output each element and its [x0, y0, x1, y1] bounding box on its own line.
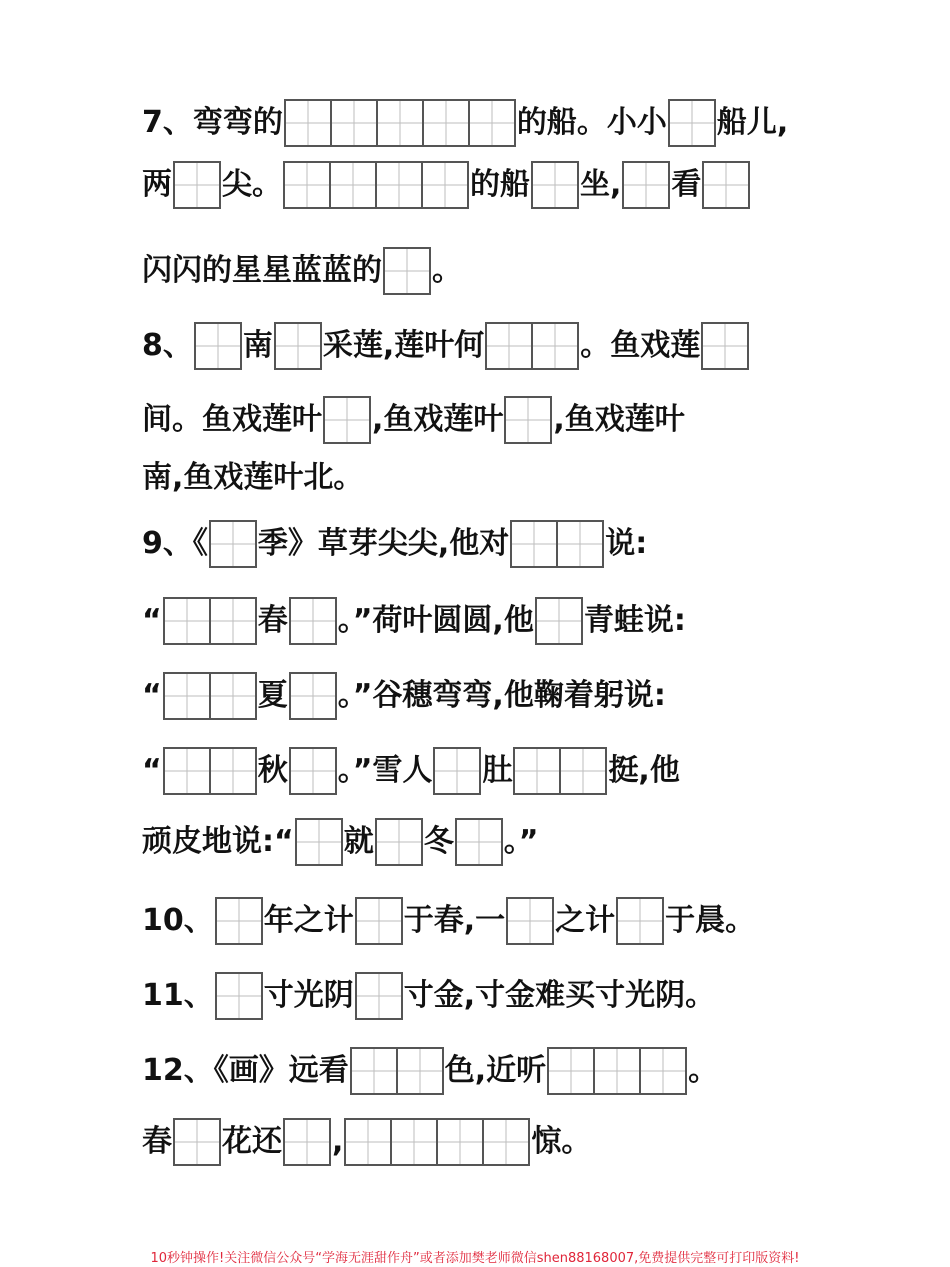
- answer-box-group[interactable]: [668, 99, 716, 147]
- line-text: 春: [142, 1124, 172, 1159]
- answer-box-group[interactable]: [209, 520, 257, 568]
- line-text: 肚: [482, 753, 513, 788]
- answer-box-group[interactable]: [702, 161, 750, 209]
- line-text: 寸金,寸金难买寸光阴。: [403, 978, 716, 1013]
- text-line: [142, 891, 755, 951]
- answer-box-group[interactable]: [355, 897, 403, 945]
- answer-box-group[interactable]: [274, 322, 322, 370]
- line-text: 色,近听: [444, 1053, 547, 1088]
- line-text: 之计: [555, 903, 616, 938]
- answer-box-group[interactable]: [163, 597, 257, 645]
- line-text: 的船: [470, 167, 530, 202]
- answer-box-group[interactable]: [173, 1118, 221, 1166]
- tianzige-cell[interactable]: [355, 972, 403, 1020]
- line-text: 季》草芽尖尖,他对: [257, 526, 510, 561]
- line-text: 秋: [257, 753, 288, 788]
- tianzige-cell[interactable]: [163, 597, 211, 645]
- text-line: [142, 316, 750, 376]
- line-text: 。: [688, 1053, 719, 1088]
- line-text: 。: [432, 253, 462, 288]
- tianzige-cell[interactable]: [375, 818, 423, 866]
- line-text: 顽皮地说:“: [142, 824, 294, 859]
- tianzige-cell[interactable]: [668, 99, 716, 147]
- tianzige-cell[interactable]: [289, 597, 337, 645]
- line-text: 两: [142, 167, 172, 202]
- line-text: 惊。: [531, 1124, 592, 1159]
- tianzige-cell[interactable]: [283, 161, 331, 209]
- tianzige-cell[interactable]: [383, 247, 431, 295]
- tianzige-cell[interactable]: [350, 1047, 398, 1095]
- line-text: “: [142, 678, 162, 713]
- answer-box-group[interactable]: [455, 818, 503, 866]
- line-text: 于晨。: [665, 903, 756, 938]
- tianzige-cell[interactable]: [355, 897, 403, 945]
- answer-box-group[interactable]: [289, 747, 337, 795]
- line-text: 。鱼戏莲: [580, 328, 701, 363]
- tianzige-cell[interactable]: [209, 747, 257, 795]
- tianzige-cell[interactable]: [510, 520, 558, 568]
- tianzige-cell[interactable]: [376, 99, 424, 147]
- tianzige-cell[interactable]: [506, 897, 554, 945]
- tianzige-cell[interactable]: [330, 99, 378, 147]
- tianzige-cell[interactable]: [284, 99, 332, 147]
- line-text: 11、: [142, 978, 214, 1013]
- answer-box-group[interactable]: [194, 322, 242, 370]
- text-line: [142, 741, 680, 801]
- answer-box-group[interactable]: [506, 897, 554, 945]
- tianzige-cell[interactable]: [556, 520, 604, 568]
- tianzige-cell[interactable]: [323, 396, 371, 444]
- tianzige-cell[interactable]: [295, 818, 343, 866]
- line-text: 南: [242, 328, 273, 363]
- text-line: [142, 93, 788, 153]
- line-text: 。”: [503, 824, 539, 859]
- answer-box-group[interactable]: [355, 972, 403, 1020]
- tianzige-cell[interactable]: [344, 1118, 392, 1166]
- line-text: 春: [257, 603, 288, 638]
- answer-box-group[interactable]: [289, 672, 337, 720]
- answer-box-group[interactable]: [283, 1118, 331, 1166]
- tianzige-cell[interactable]: [504, 396, 552, 444]
- text-line: [142, 591, 686, 651]
- line-text: 看: [671, 167, 702, 202]
- answer-box-group[interactable]: [485, 322, 579, 370]
- tianzige-cell[interactable]: [616, 897, 664, 945]
- tianzige-cell[interactable]: [209, 672, 257, 720]
- answer-box-group[interactable]: [622, 161, 670, 209]
- line-text: 坐,: [580, 167, 622, 202]
- tianzige-cell[interactable]: [531, 161, 579, 209]
- line-text: 。”谷穗弯弯,他鞠着躬说:: [337, 678, 666, 713]
- text-line: [142, 241, 462, 301]
- answer-box-group[interactable]: [163, 747, 257, 795]
- tianzige-cell[interactable]: [173, 161, 221, 209]
- line-text: ,鱼戏莲叶: [372, 402, 504, 437]
- answer-box-group[interactable]: [289, 597, 337, 645]
- tianzige-cell[interactable]: [390, 1118, 438, 1166]
- answer-box-group[interactable]: [344, 1118, 530, 1166]
- text-line: [142, 155, 751, 215]
- line-text: “: [142, 753, 162, 788]
- tianzige-cell[interactable]: [163, 747, 211, 795]
- line-text: 间。鱼戏莲叶: [142, 402, 322, 437]
- answer-box-group[interactable]: [504, 396, 552, 444]
- text-line: [142, 1041, 718, 1101]
- line-text: 船儿,: [716, 105, 789, 140]
- line-text: 青蛙说:: [583, 603, 686, 638]
- answer-box-group[interactable]: [513, 747, 607, 795]
- tianzige-cell[interactable]: [163, 672, 211, 720]
- line-text: 9、《: [142, 526, 208, 561]
- answer-box-group[interactable]: [701, 322, 749, 370]
- line-text: 8、: [142, 328, 193, 363]
- tianzige-cell[interactable]: [701, 322, 749, 370]
- tianzige-cell[interactable]: [559, 747, 607, 795]
- line-text: 。”雪人: [337, 753, 433, 788]
- answer-box-group[interactable]: [283, 161, 469, 209]
- answer-box-group[interactable]: [510, 520, 604, 568]
- tianzige-cell[interactable]: [194, 322, 242, 370]
- line-text: 尖。: [222, 167, 282, 202]
- text-line: [142, 514, 647, 574]
- line-text: 7、弯弯的: [142, 105, 283, 140]
- tianzige-cell[interactable]: [375, 161, 423, 209]
- tianzige-cell[interactable]: [455, 818, 503, 866]
- tianzige-cell[interactable]: [209, 520, 257, 568]
- tianzige-cell[interactable]: [209, 597, 257, 645]
- line-text: 挺,他: [608, 753, 680, 788]
- tianzige-cell[interactable]: [622, 161, 670, 209]
- tianzige-cell[interactable]: [274, 322, 322, 370]
- answer-box-group[interactable]: [531, 161, 579, 209]
- text-line: [142, 966, 715, 1026]
- answer-box-group[interactable]: [163, 672, 257, 720]
- tianzige-cell[interactable]: [468, 99, 516, 147]
- tianzige-cell[interactable]: [289, 747, 337, 795]
- tianzige-cell[interactable]: [535, 597, 583, 645]
- line-text: 夏: [257, 678, 288, 713]
- tianzige-cell[interactable]: [422, 99, 470, 147]
- tianzige-cell[interactable]: [547, 1047, 595, 1095]
- tianzige-cell[interactable]: [639, 1047, 687, 1095]
- tianzige-cell[interactable]: [283, 1118, 331, 1166]
- line-text: 说:: [605, 526, 648, 561]
- line-text: 12、《画》远看: [142, 1053, 349, 1088]
- tianzige-cell[interactable]: [421, 161, 469, 209]
- tianzige-cell[interactable]: [482, 1118, 530, 1166]
- tianzige-cell[interactable]: [433, 747, 481, 795]
- tianzige-cell[interactable]: [396, 1047, 444, 1095]
- line-text: 南,鱼戏莲叶北。: [142, 460, 364, 495]
- footer-note: 10秒钟操作!关注微信公众号“学海无涯甜作舟”或者添加樊老师微信shen88168007,免费提供完整可打印版资料!: [150, 1251, 800, 1266]
- tianzige-cell[interactable]: [593, 1047, 641, 1095]
- answer-box-group[interactable]: [173, 161, 221, 209]
- line-text: ,鱼戏莲叶: [553, 402, 685, 437]
- line-text: 就: [343, 824, 374, 859]
- tianzige-cell[interactable]: [173, 1118, 221, 1166]
- line-text: ,: [332, 1124, 344, 1159]
- answer-box-group[interactable]: [535, 597, 583, 645]
- line-text: 。”荷叶圆圆,他: [337, 603, 534, 638]
- line-text: “: [142, 603, 162, 638]
- line-text: 花还: [222, 1124, 282, 1159]
- line-text: 年之计: [263, 903, 354, 938]
- answer-box-group[interactable]: [350, 1047, 444, 1095]
- answer-box-group[interactable]: [547, 1047, 687, 1095]
- answer-box-group[interactable]: [284, 99, 516, 147]
- tianzige-cell[interactable]: [215, 972, 263, 1020]
- answer-box-group[interactable]: [383, 247, 431, 295]
- line-text: 闪闪的星星蓝蓝的: [142, 253, 382, 288]
- tianzige-cell[interactable]: [531, 322, 579, 370]
- text-line: [142, 666, 666, 726]
- answer-box-group[interactable]: [215, 972, 263, 1020]
- tianzige-cell[interactable]: [215, 897, 263, 945]
- tianzige-cell[interactable]: [513, 747, 561, 795]
- tianzige-cell[interactable]: [329, 161, 377, 209]
- line-text: 寸光阴: [263, 978, 354, 1013]
- tianzige-cell[interactable]: [436, 1118, 484, 1166]
- line-text: 的船。小小: [516, 105, 667, 140]
- tianzige-cell[interactable]: [702, 161, 750, 209]
- answer-box-group[interactable]: [215, 897, 263, 945]
- answer-box-group[interactable]: [375, 818, 423, 866]
- line-text: 冬: [423, 824, 454, 859]
- answer-box-group[interactable]: [295, 818, 343, 866]
- tianzige-cell[interactable]: [485, 322, 533, 370]
- text-line: [142, 1112, 591, 1172]
- text-line: [142, 448, 363, 508]
- line-text: 于春,一: [403, 903, 506, 938]
- text-line: [142, 812, 538, 872]
- answer-box-group[interactable]: [433, 747, 481, 795]
- answer-box-group[interactable]: [323, 396, 371, 444]
- line-text: 采莲,莲叶何: [322, 328, 485, 363]
- line-text: 10、: [142, 903, 214, 938]
- text-line: [142, 390, 685, 450]
- answer-box-group[interactable]: [616, 897, 664, 945]
- tianzige-cell[interactable]: [289, 672, 337, 720]
